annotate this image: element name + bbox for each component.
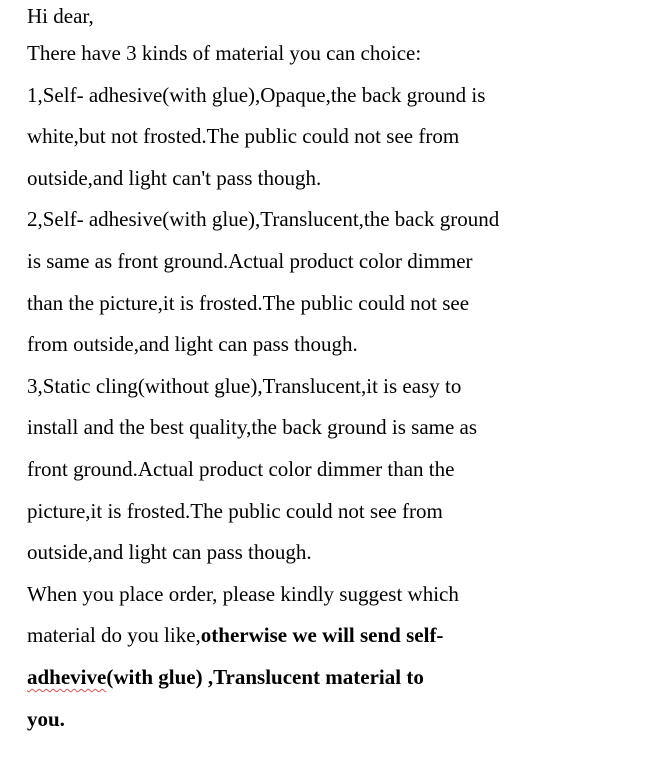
option2-line3: than the picture,it is frosted.The public could not see	[27, 290, 470, 315]
option3-line5: outside,and light can pass though.	[27, 540, 312, 565]
closing-line2-plain: material do you like,	[27, 623, 201, 648]
closing-line3-bold: (with glue) ,Translucent material to	[106, 664, 424, 689]
option1-line2: white,but not frosted.The public could not see from	[27, 124, 460, 149]
option3-line2: install and the best quality,the back ground is same as	[27, 415, 478, 440]
document-body	[27, 0, 657, 740]
option1-line1: 1,Self- adhesive(with glue),Opaque,the back ground is	[27, 82, 486, 107]
closing-line2-bold: otherwise we will send self-	[200, 623, 444, 648]
option3-line4: picture,it is frosted.The public could not see from	[27, 498, 443, 523]
intro-line: There have 3 kinds of material you can choice:	[27, 41, 422, 65]
option3-line3: front ground.Actual product color dimmer than the	[27, 456, 455, 481]
option2-line4: from outside,and light can pass though.	[27, 332, 358, 357]
misspelled-word: adhevive	[27, 664, 107, 689]
closing-line3	[27, 657, 657, 699]
greeting-line: Hi dear,	[27, 4, 94, 28]
option1-line3: outside,and light can't pass though.	[27, 165, 322, 190]
option3-line1: 3,Static cling(without glue),Translucent,it is easy to	[27, 373, 462, 398]
closing-line1: When you place order, please kindly suggest which	[27, 581, 459, 606]
closing-line4: you.	[27, 706, 65, 731]
closing-line2	[27, 615, 657, 657]
option2-line2: is same as front ground.Actual product color dimmer	[27, 248, 473, 273]
option2-line1: 2,Self- adhesive(with glue),Translucent,the back ground	[27, 207, 500, 232]
